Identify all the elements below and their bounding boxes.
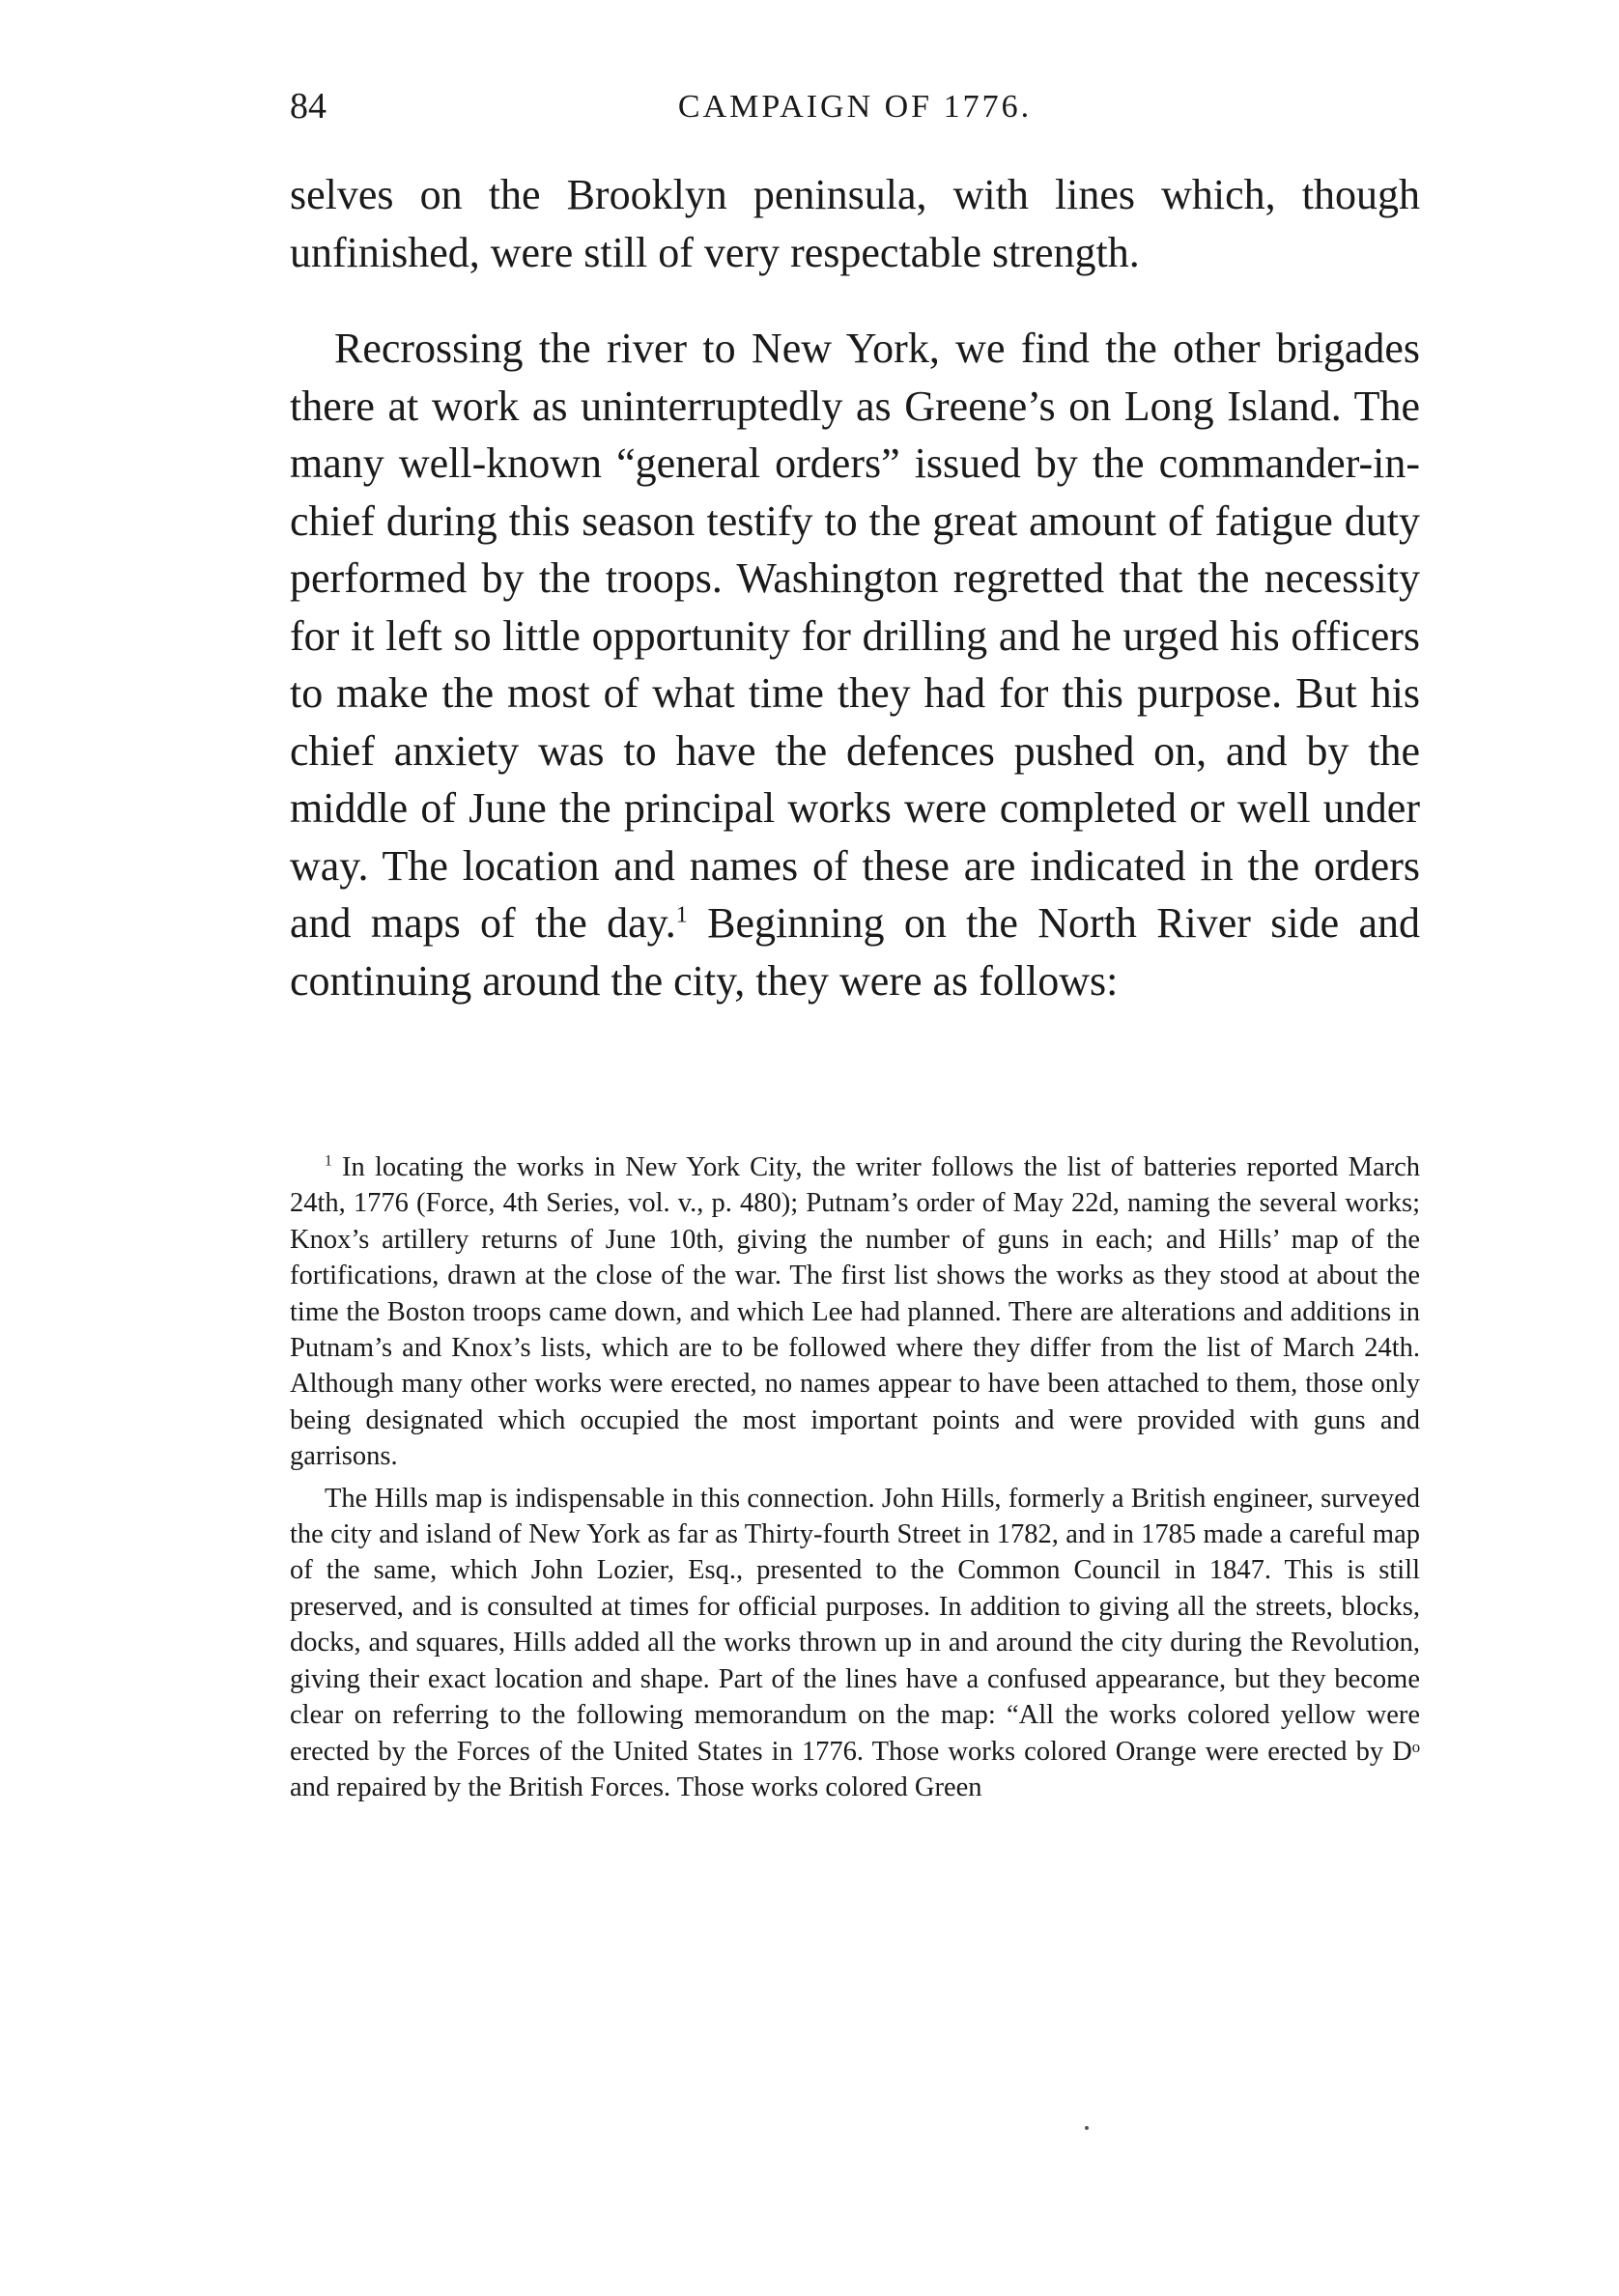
footnotes: [290, 1149, 1420, 1805]
body-paragraph: [290, 320, 1420, 1009]
body-paragraph: selves on the Brooklyn peninsula, with lines which, though unfinished, were still of very respectable strength.: [290, 171, 1420, 276]
footnote: [290, 1149, 1420, 1475]
footnote-marker: 1: [325, 1152, 332, 1170]
body-text: [290, 166, 1420, 1009]
footnote-text: In locating the works in New York City, the writer follows the list of batteries reported March 24th, 1776 (Force, 4th Series, vol. v., p. 480); Putnam’s order of May 22d, naming the several works; Knox’s artillery returns of June 10th, giving the number of guns in each; and Hills’ map of the fortifications, drawn at the close of the war. The first list shows the works as they stood at about the time the Boston troops came down, and which Lee had planned. There are alterations and additions in Putnam’s and Knox’s lists, which are to be followed where they differ from the list of March 24th. Although many other works were erected, no names appear to have been attached to them, those only being designated which occupied the most important points and were provided with guns and garrisons.: [290, 1152, 1420, 1472]
running-head: [290, 85, 1420, 133]
paragraph-text: Beginning on the North River side and continuing around the city, they were as follows:: [290, 899, 1420, 1005]
paragraph-text: Recrossing the river to New York, we find the other brigades there at work as uninterruptedly as Greene’s on Long Island. The many well-known “general orders” issued by the commander-in-chief during this season testify to the great amount of fatigue duty performed by the troops. Washington regretted that the necessity for it left so little opportunity for drilling and he urged his officers to make the most of what time they had for this purpose. But his chief anxiety was to have the defences pushed on, and by the middle of June the principal works were completed or well under way. The location and names of these are indicated in the orders and maps of the day.: [290, 325, 1420, 947]
page-number: 84: [290, 86, 327, 127]
print-speck: [1085, 2126, 1089, 2130]
footnote-continuation: The Hills map is indispensable in this connection. John Hills, formerly a British engineer, surveyed the city and island of New York as far as Thirty-fourth Street in 1782, and in 1785 made a careful map of the same, which John Lozier, Esq., presented to the Common Council in 1847. This is still preserved, and is consulted at times for official purposes. In addition to giving all the streets, blocks, docks, and squares, Hills added all the works thrown up in and around the city during the Revolution, giving their exact location and shape. Part of the lines have a confused appearance, but they become clear on referring to the following memorandum on the map: “All the works colored yellow were erected by the Forces of the United States in 1776. Those works colored Orange were erected by Dᵒ and repaired by the British Forces. Those works colored Green: [290, 1483, 1420, 1802]
running-title: CAMPAIGN OF 1776.: [677, 89, 1033, 125]
footnote-reference: 1: [675, 901, 688, 928]
